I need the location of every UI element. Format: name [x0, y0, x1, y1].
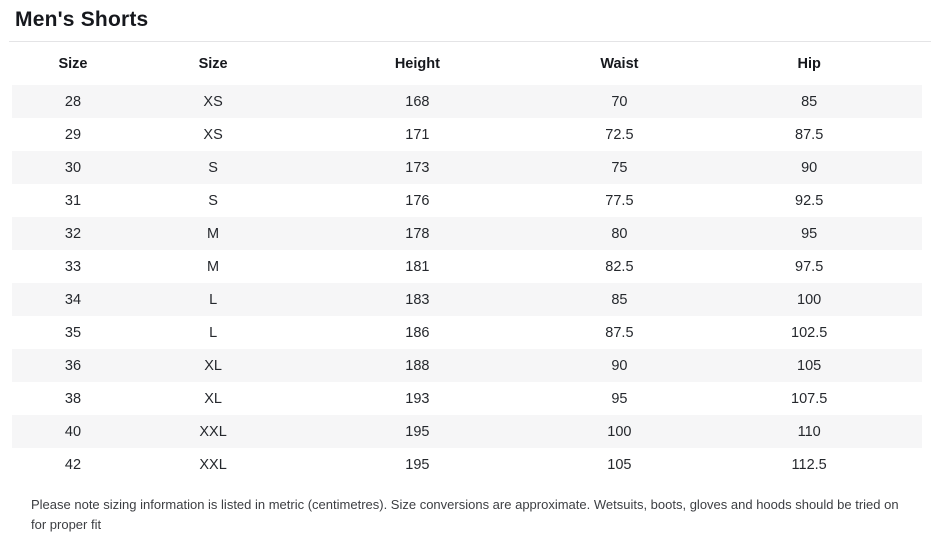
table-row — [12, 382, 922, 415]
table-cell: 87.5 — [795, 126, 824, 143]
table-cell: 193 — [405, 390, 430, 407]
column-header: Waist — [600, 55, 639, 72]
table-row — [12, 85, 922, 118]
table-cell: 95 — [611, 390, 628, 407]
table-cell: XL — [204, 357, 222, 374]
table-cell: M — [207, 225, 220, 242]
table-cell: 33 — [64, 258, 82, 275]
column-header: Size — [198, 55, 228, 72]
table-cell: 30 — [64, 159, 82, 176]
table-cell: 72.5 — [605, 126, 634, 143]
table-row — [12, 217, 922, 250]
column-header: Hip — [797, 55, 821, 72]
table-header — [12, 42, 922, 85]
table-cell: 85 — [801, 93, 818, 110]
table-cell: 85 — [611, 291, 628, 308]
table-row — [12, 316, 922, 349]
table-cell: 171 — [405, 126, 430, 143]
table-cell: 183 — [405, 291, 430, 308]
table-row — [12, 151, 922, 184]
column-header: Height — [394, 55, 440, 72]
table-cell: 195 — [405, 456, 430, 473]
column-header: Size — [58, 55, 88, 72]
table-cell: 70 — [611, 93, 628, 110]
table-cell: 112.5 — [791, 456, 827, 473]
table-cell: 107.5 — [791, 390, 828, 407]
table-cell: XL — [204, 390, 222, 407]
table-row — [12, 283, 922, 316]
table-cell: 97.5 — [795, 258, 824, 275]
table-body — [12, 85, 922, 481]
table-cell: S — [208, 192, 218, 209]
table-cell: 36 — [64, 357, 82, 374]
table-row — [12, 118, 922, 151]
table-cell: 34 — [64, 291, 82, 308]
table-cell: 188 — [405, 357, 430, 374]
table-cell: 40 — [64, 423, 82, 440]
table-row — [12, 415, 922, 448]
table-cell: L — [209, 324, 218, 341]
table-cell: 195 — [405, 423, 430, 440]
table-cell: 178 — [405, 225, 430, 242]
table-cell: 32 — [64, 225, 82, 242]
table-cell: 42 — [64, 456, 82, 473]
table-cell: 186 — [405, 324, 430, 341]
table-cell: 102.5 — [791, 324, 828, 341]
table-cell: XXL — [199, 456, 227, 473]
table-cell: 105 — [607, 456, 632, 473]
table-cell: XS — [203, 93, 223, 110]
table-row — [12, 349, 922, 382]
table-cell: M — [207, 258, 220, 275]
table-cell: 100 — [797, 291, 822, 308]
table-cell: 173 — [405, 159, 430, 176]
table-cell: 92.5 — [795, 192, 824, 209]
table-row — [12, 448, 922, 481]
table-cell: L — [209, 291, 218, 308]
table-cell: 95 — [801, 225, 818, 242]
table-cell: 181 — [405, 258, 430, 275]
table-cell: 90 — [801, 159, 818, 176]
table-cell: 176 — [405, 192, 430, 209]
table-cell: 100 — [607, 423, 632, 440]
table-cell: 82.5 — [605, 258, 634, 275]
table-cell: 35 — [64, 324, 82, 341]
table-cell: 90 — [611, 357, 628, 374]
table-cell: 38 — [64, 390, 82, 407]
table-cell: 75 — [611, 159, 628, 176]
page-title: Men's Shorts — [15, 8, 149, 31]
table-cell: 105 — [797, 357, 822, 374]
table-cell: 87.5 — [605, 324, 634, 341]
size-chart-table — [12, 42, 922, 481]
table-cell: 28 — [64, 93, 82, 110]
table-cell: 110 — [797, 423, 821, 440]
table-cell: XS — [203, 126, 223, 143]
table-cell: 29 — [64, 126, 82, 143]
table-cell: 80 — [611, 225, 628, 242]
table-cell: 168 — [405, 93, 430, 110]
table-cell: S — [208, 159, 218, 176]
table-row — [12, 250, 922, 283]
table-cell: 77.5 — [605, 192, 634, 209]
table-cell: 31 — [64, 192, 82, 209]
header-row — [12, 42, 922, 85]
table-row — [12, 184, 922, 217]
footnote: Please note sizing information is listed in metric (centimetres). Size conversions are approximate. Wetsuits, boots, gloves and hoods should be tried on for proper fit — [31, 497, 899, 533]
table-cell: XXL — [199, 423, 227, 440]
